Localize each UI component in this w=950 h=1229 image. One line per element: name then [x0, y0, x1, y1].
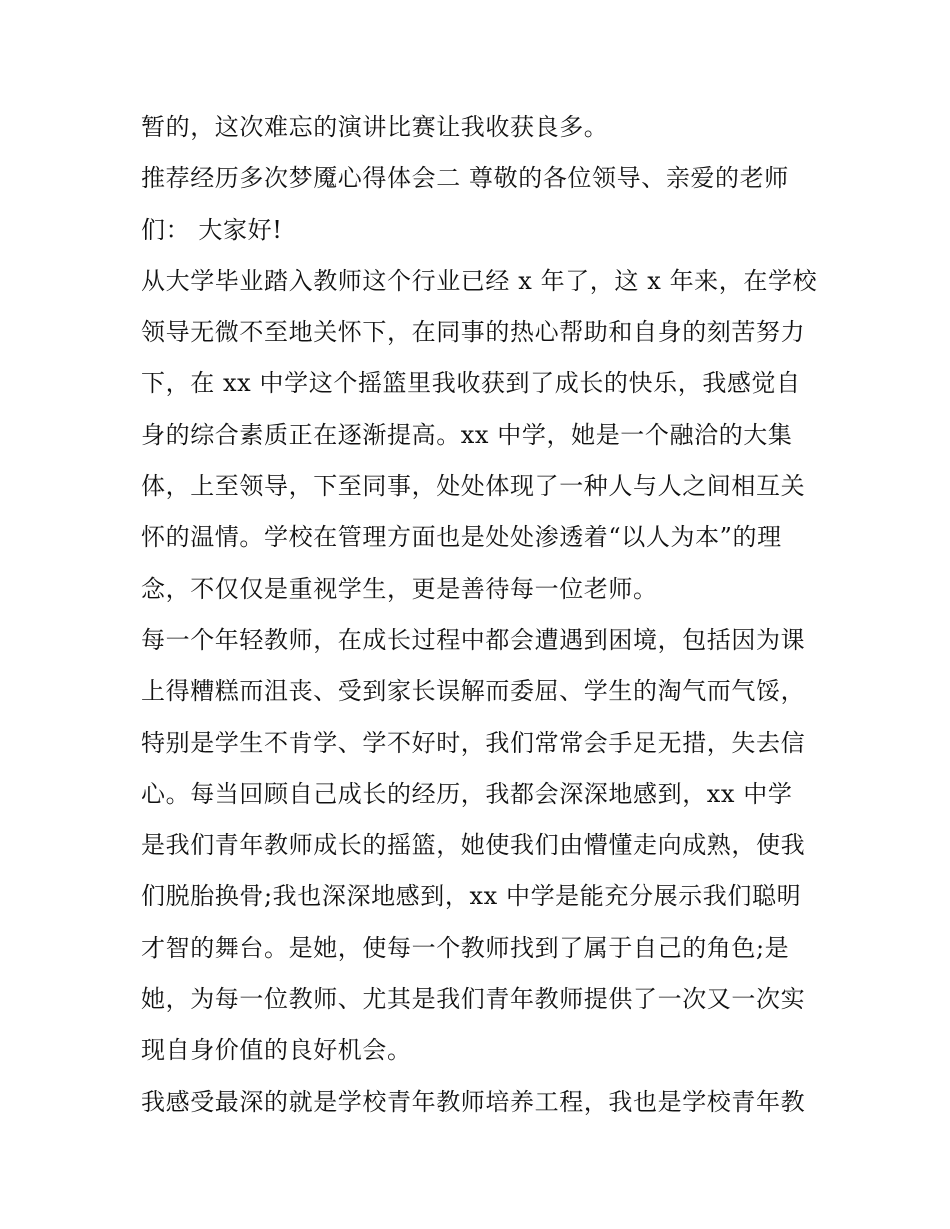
- text-line: 特别是学生不肯学、学不好时，我们常常会手足无措，失去信: [141, 728, 806, 757]
- text-line: 上得糟糕而沮丧、受到家长误解而委屈、学生的淘气而气馁，: [141, 677, 806, 706]
- text-line: 下，在 xx 中学这个摇篮里我收获到了成长的快乐，我感觉自: [141, 369, 801, 398]
- text-line: 们脱胎换骨;我也深深地感到，xx 中学是能充分展示我们聪明: [141, 882, 802, 911]
- text-line: 从大学毕业踏入教师这个行业已经 x 年了，这 x 年来，在学校: [141, 266, 818, 295]
- body-text: [141, 107, 821, 1133]
- text-line: 推荐经历多次梦魇心得体会二 尊敬的各位领导、亲爱的老师: [141, 164, 789, 193]
- text-line: 我感受最深的就是学校青年教师培养工程，我也是学校青年教: [141, 1087, 806, 1116]
- text-line: 怀的温情。学校在管理方面也是处处渗透着“以人为本”的理: [141, 523, 782, 552]
- text-line: 体，上至领导，下至同事，处处体现了一种人与人之间相互关: [141, 472, 806, 501]
- text-line: 才智的舞台。是她，使每一个教师找到了属于自己的角色;是: [141, 933, 790, 962]
- text-line: 暂的，这次难忘的演讲比赛让我收获良多。: [141, 113, 609, 141]
- text-line: 是我们青年教师成长的摇篮，她使我们由懵懂走向成熟，使我: [141, 831, 806, 860]
- text-line: 每一个年轻教师，在成长过程中都会遭遇到困境，包括因为课: [141, 625, 806, 654]
- text-line: 身的综合素质正在逐渐提高。xx 中学，她是一个融洽的大集: [141, 420, 793, 449]
- text-line: 们： 大家好!: [141, 215, 283, 244]
- text-line: 念，不仅仅是重视学生，更是善待每一位老师。: [141, 574, 658, 603]
- text-line: 她，为每一位教师、尤其是我们青年教师提供了一次又一次实: [141, 985, 806, 1014]
- text-line: 现自身价值的良好机会。: [141, 1036, 412, 1065]
- text-line: 领导无微不至地关怀下，在同事的热心帮助和自身的刻苦努力: [141, 318, 806, 347]
- text-line: 心。每当回顾自己成长的经历，我都会深深地感到，xx 中学: [141, 779, 793, 808]
